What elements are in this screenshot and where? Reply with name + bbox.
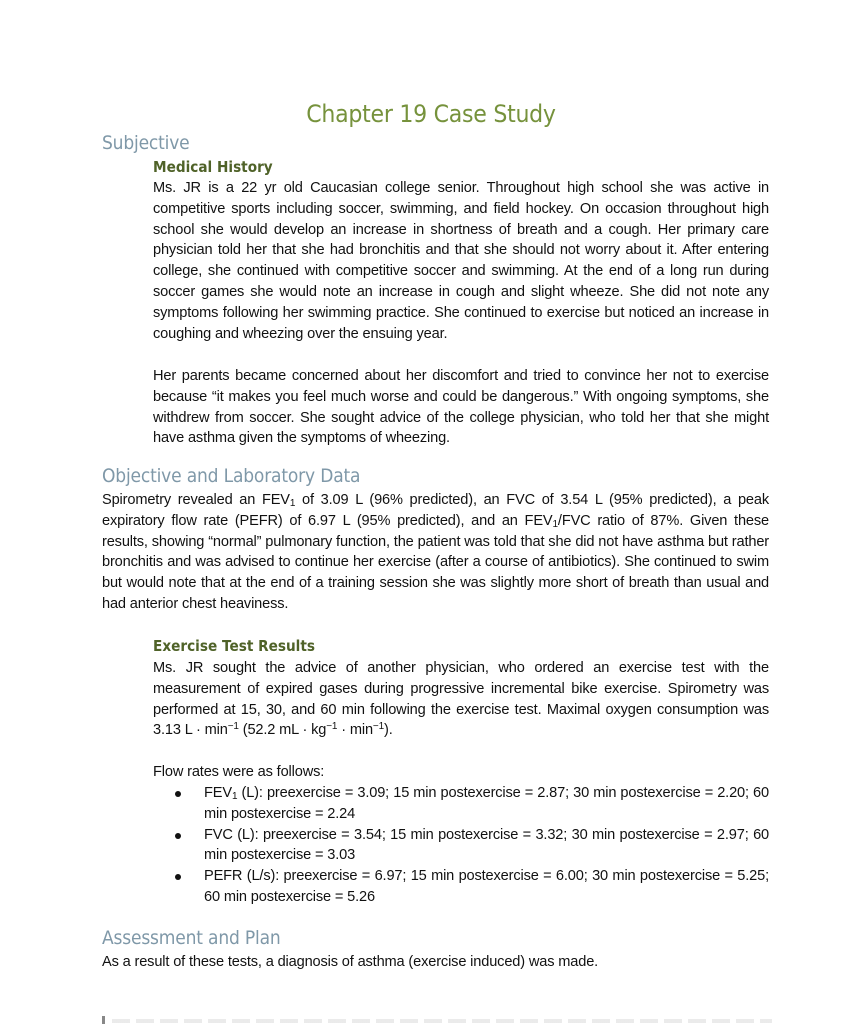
subscript: 1 [289, 498, 296, 509]
text-run: of 3.09 L (96% predicted), an FVC of 3.54 L (95% predicted), a peak expiratory flow rate (PEFR) of 6.97 L (95% predicted), and an FEV [102, 492, 769, 529]
measure-unit: (L): [237, 785, 267, 801]
list-item-fvc [153, 825, 769, 867]
flow-rates-list [153, 783, 769, 908]
measure-unit: (L/s): [242, 868, 284, 885]
margin-bar [102, 1016, 105, 1024]
subscript: 1 [231, 791, 238, 802]
text-run: /FVC ratio of 87%. Given these results, showing “normal” pulmonary function, the patient was told that she did not have asthma but rather bronchitis and was advised to continue her exercise (after a course of antibiotics). She continued to swim but would note that at the end of a training session she was slightly more short of breath than usual and had anterior chest heaviness. [102, 512, 769, 612]
measure-label: FVC [204, 826, 233, 843]
subheading-medical-history: Medical History [153, 158, 273, 176]
subheading-exercise-test-results: Exercise Test Results [153, 637, 316, 655]
page-title: Chapter 19 Case Study [306, 100, 556, 128]
superscript: −1 [227, 721, 239, 733]
bullet-icon [175, 874, 181, 880]
measure-unit: (L): [232, 826, 263, 843]
list-item-fev1 [153, 783, 769, 825]
text-run: Spirometry revealed an FEV [102, 492, 290, 508]
assessment-paragraph: As a result of these tests, a diagnosis of asthma (exercise induced) was made. [102, 954, 599, 970]
text-run: Ms. JR sought the advice of another physician, who ordered an exercise test with the measurement of expired gases during progressive incremental bike exercise. Spirometry was performed at 15, 30, and 60 min following the exercise test. Maximal oxygen consumption was 3.13 L · min [153, 660, 769, 739]
measure-values: preexercise = 6.97; 15 min postexercise = 6.00; 30 min postexercise = 5.25; 60 min postexercise = 5.26 [204, 868, 769, 905]
text-run: ). [384, 722, 393, 739]
measure-values: preexercise = 3.09; 15 min postexercise = 2.87; 30 min postexercise = 2.20; 60 min postexercise = 2.24 [204, 785, 769, 822]
text-run: (52.2 mL · kg [238, 722, 327, 739]
objective-paragraph [102, 490, 769, 615]
measure-values: preexercise = 3.54; 15 min postexercise = 3.32; 30 min postexercise = 2.97; 60 min postexercise = 3.03 [204, 826, 770, 864]
medical-history-paragraph-2: Her parents became concerned about her discomfort and tried to convince her not to exercise because “it makes you feel much worse and could be dangerous.” With ongoing symptoms, she withdrew from soccer. She sought advice of the college physician, who told her that she might have asthma given the symptoms of wheezing. [153, 368, 769, 447]
subscript: 1 [552, 518, 558, 530]
section-heading-assessment: Assessment and Plan [102, 927, 281, 949]
section-heading-subjective: Subjective [102, 132, 190, 154]
bullet-icon [175, 833, 181, 839]
cut-off-text-line [112, 1019, 772, 1023]
section-heading-objective: Objective and Laboratory Data [102, 465, 361, 487]
superscript: −1 [372, 721, 385, 733]
flow-rates-intro: Flow rates were as follows: [153, 764, 325, 780]
medical-history-paragraph-1: Ms. JR is a 22 yr old Caucasian college senior. Throughout high school she was active in competitive sports including soccer, swimming, and field hockey. On occasion throughout high school she would develop an increase in shortness of breath and a cough. Her primary care physician told her that she had bronchitis and that she should not worry about it. After entering college, she continued with competitive soccer and swimming. At the end of a long run during soccer games she would note an increase in cough and slight wheeze. She did not note any symptoms following her swimming practice. She continued to exercise but noticed an increase in coughing and wheezing over the ensuing year. [153, 180, 769, 342]
text-run: · min [337, 722, 373, 739]
measure-label: FEV [204, 785, 232, 801]
measure-label: PEFR [204, 868, 243, 885]
bullet-icon [175, 791, 181, 797]
superscript: −1 [326, 721, 338, 733]
exercise-test-paragraph [153, 658, 769, 741]
list-item-pefr [153, 866, 769, 908]
